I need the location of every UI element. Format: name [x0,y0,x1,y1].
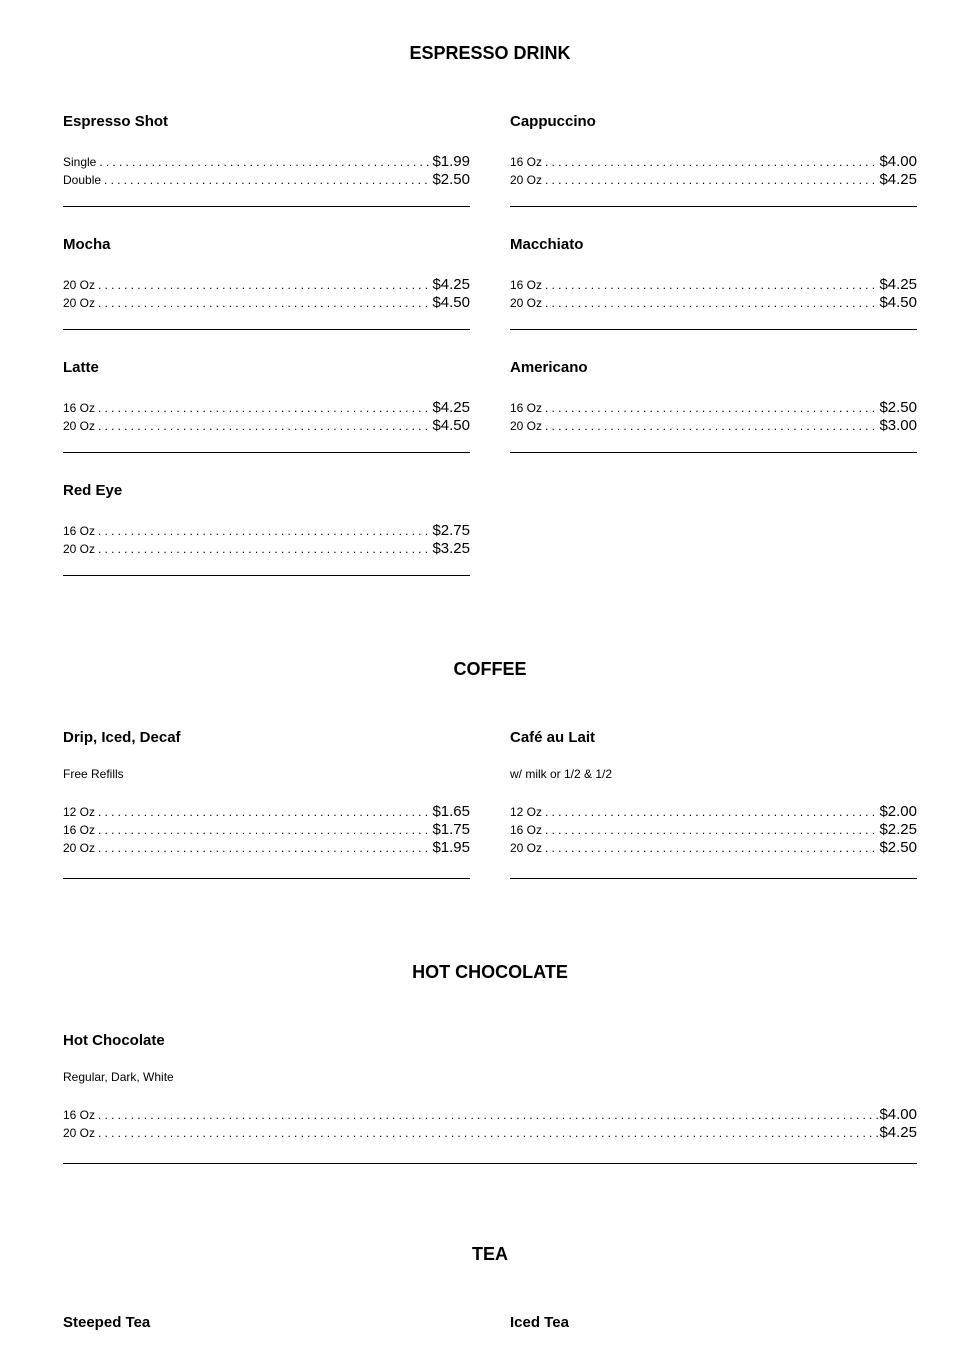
item-name: Mocha [63,236,111,253]
price-row [510,294,917,312]
size-label: 16 Oz [63,1108,96,1122]
dot-leader [95,296,431,310]
price: $1.95 [432,839,470,856]
price: $2.50 [879,839,917,856]
size-label: 20 Oz [510,296,543,310]
item-divider [63,206,470,207]
price-row [510,417,917,435]
menu-item-hot-chocolate [63,1032,917,1142]
dot-leader [95,524,431,538]
item-name: Espresso Shot [63,113,169,130]
section-title-espresso-drink: ESPRESSO DRINK [409,43,571,63]
price: $3.00 [879,417,917,434]
price-row [510,839,917,857]
item-name: Red Eye [63,482,123,499]
size-label: 20 Oz [63,278,96,292]
size-label: 20 Oz [510,173,543,187]
price-row [63,417,470,435]
dot-leader [542,173,878,187]
price-row [63,171,470,189]
item-name: Steeped Tea [63,1314,151,1331]
size-label: 12 Oz [63,805,96,819]
size-label: 20 Oz [63,1126,96,1140]
price: $1.75 [432,821,470,838]
dot-leader [96,155,431,169]
price-row [63,294,470,312]
price-row [63,522,470,540]
price: $2.25 [879,821,917,838]
price-row [63,1106,917,1124]
price: $4.00 [879,1106,917,1123]
item-name: Americano [510,359,588,376]
size-label: 16 Oz [63,401,96,415]
size-label: 16 Oz [510,823,543,837]
item-divider [63,452,470,453]
price-row [63,399,470,417]
item-divider [63,1163,917,1164]
dot-leader [95,1126,878,1140]
price: $2.00 [879,803,917,820]
item-note: w/ milk or 1/2 & 1/2 [510,767,613,781]
menu-item-cappuccino [510,113,917,189]
price: $4.25 [432,276,470,293]
price: $4.50 [432,417,470,434]
price-row [63,1124,917,1142]
size-label: Single [63,155,97,169]
price: $2.50 [879,399,917,416]
dot-leader [542,401,878,415]
dot-leader [542,155,878,169]
item-name: Hot Chocolate [63,1032,165,1049]
dot-leader [95,1108,878,1122]
dot-leader [95,401,431,415]
dot-leader [95,823,431,837]
section-title-hot-chocolate: HOT CHOCOLATE [412,962,568,982]
menu-item-iced-tea [510,1314,917,1332]
dot-leader [95,805,431,819]
size-label: 20 Oz [510,841,543,855]
menu-item-macchiato [510,236,917,312]
price: $1.99 [432,153,470,170]
price-row [510,171,917,189]
price-row [63,803,470,821]
menu-item-espresso-shot [63,113,470,189]
item-name: Macchiato [510,236,584,253]
size-label: 20 Oz [63,841,96,855]
size-label: 16 Oz [63,524,96,538]
price-row [510,821,917,839]
price-row [510,399,917,417]
dot-leader [542,419,878,433]
item-divider [63,878,470,879]
item-name: Drip, Iced, Decaf [63,729,181,746]
section-title-tea: TEA [472,1244,508,1264]
size-label: 12 Oz [510,805,543,819]
item-divider [63,575,470,576]
menu-item-red-eye [63,482,470,558]
dot-leader [95,278,431,292]
price: $1.65 [432,803,470,820]
dot-leader [542,841,878,855]
dot-leader [95,419,431,433]
item-name: Café au Lait [510,729,596,746]
menu-item-latte [63,359,470,435]
item-divider [510,206,917,207]
price: $4.25 [432,399,470,416]
item-divider [63,329,470,330]
dot-leader [542,296,878,310]
price-row [63,821,470,839]
menu-item-mocha [63,236,470,312]
size-label: 20 Oz [510,419,543,433]
size-label: 16 Oz [63,823,96,837]
price: $2.75 [432,522,470,539]
price-row [510,153,917,171]
price: $4.25 [879,276,917,293]
size-label: 16 Oz [510,401,543,415]
price: $4.25 [879,1124,917,1141]
price-row [510,803,917,821]
menu-item-cafe-au-lait [510,729,917,857]
size-label: 20 Oz [63,419,96,433]
dot-leader [95,841,431,855]
price-row [510,276,917,294]
price-row [63,540,470,558]
size-label: 20 Oz [63,542,96,556]
price-row [63,153,470,171]
dot-leader [95,542,431,556]
price-row [63,276,470,294]
item-divider [510,329,917,330]
price: $4.00 [879,153,917,170]
menu-item-drip-iced-decaf [63,729,470,857]
dot-leader [542,278,878,292]
dot-leader [101,173,431,187]
section-title-coffee: COFFEE [453,659,527,679]
price: $4.50 [432,294,470,311]
price: $3.25 [432,540,470,557]
size-label: 16 Oz [510,155,543,169]
size-label: Double [63,173,102,187]
dot-leader [542,805,878,819]
size-label: 16 Oz [510,278,543,292]
item-name: Cappuccino [510,113,596,130]
item-divider [510,878,917,879]
price-row [63,839,470,857]
size-label: 20 Oz [63,296,96,310]
item-name: Iced Tea [510,1314,569,1331]
item-name: Latte [63,359,99,376]
dot-leader [542,823,878,837]
price: $4.25 [879,171,917,188]
price: $2.50 [432,171,470,188]
item-divider [510,452,917,453]
menu-item-steeped-tea [63,1314,470,1332]
item-note: Regular, Dark, White [63,1070,174,1084]
menu-item-americano [510,359,917,435]
price: $4.50 [879,294,917,311]
item-note: Free Refills [63,767,124,781]
